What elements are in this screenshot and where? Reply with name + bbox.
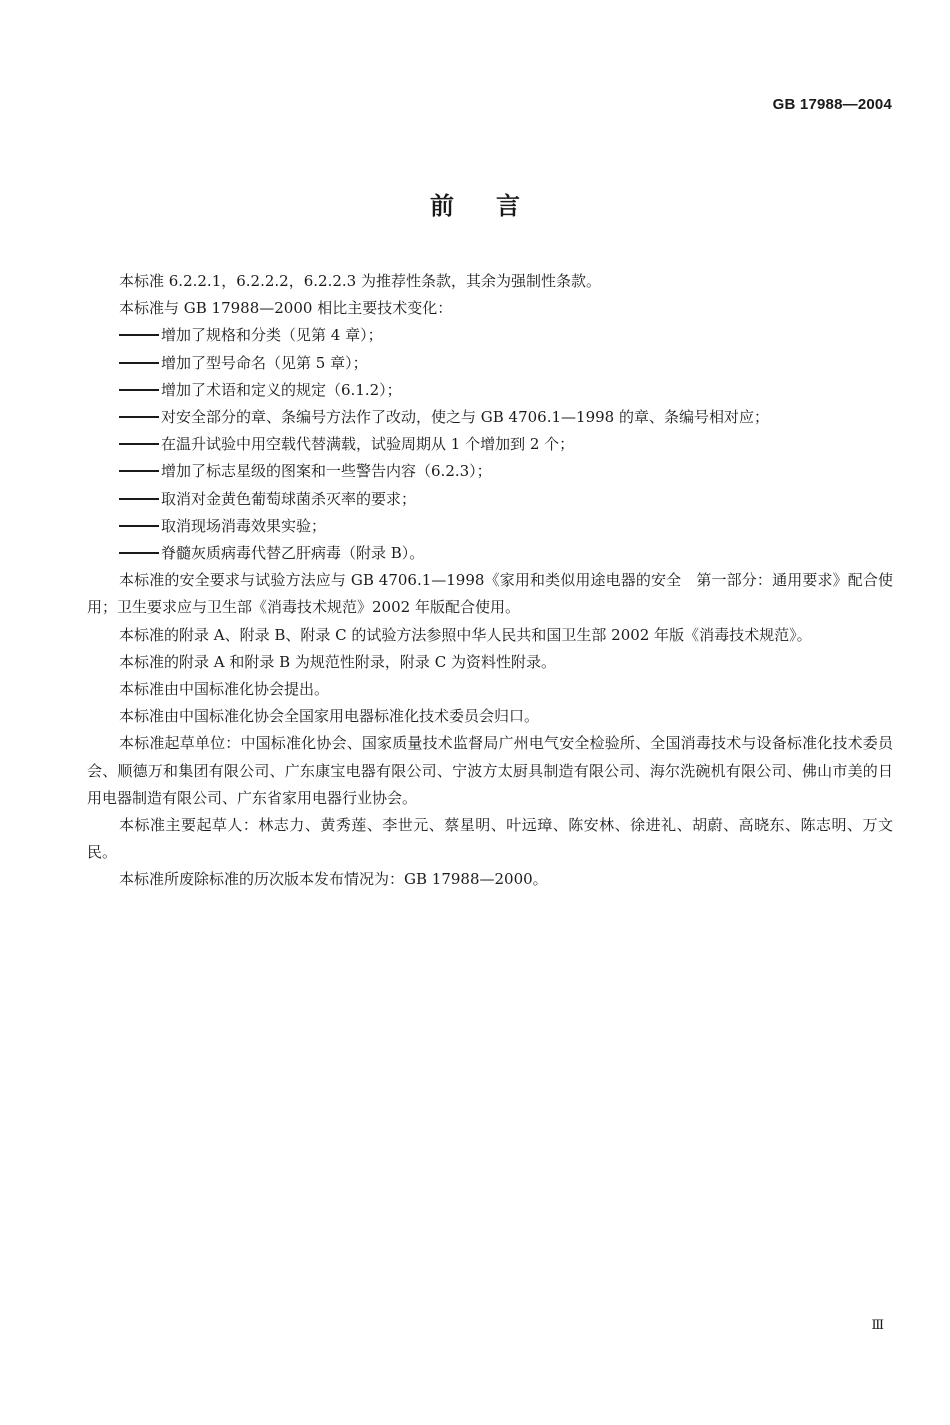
- change-item-text: 脊髓灰质病毒代替乙肝病毒（附录 B）。: [161, 544, 425, 563]
- paragraph-centralized-unit: 本标准由中国标准化协会全国家用电器标准化技术委员会归口。: [119, 707, 540, 726]
- change-item: [87, 513, 893, 540]
- change-item: [87, 322, 893, 349]
- change-item: [87, 458, 893, 485]
- paragraph-annex-types: 本标准的附录 A 和附录 B 为规范性附录，附录 C 为资料性附录。: [119, 652, 556, 671]
- paragraph-test-methods: 本标准的附录 A、附录 B、附录 C 的试验方法参照中华人民共和国卫生部 2002 年版《消毒技术规范》。: [119, 625, 812, 644]
- change-item: [87, 486, 893, 513]
- em-dash-mark: [119, 498, 159, 500]
- page-number: Ⅲ: [871, 1318, 884, 1333]
- change-item: [87, 377, 893, 404]
- change-item-text: 取消对金黄色葡萄球菌杀灭率的要求；: [161, 489, 417, 508]
- change-item-text: 增加了规格和分类（见第 4 章）；: [161, 326, 383, 345]
- em-dash-mark: [119, 470, 159, 472]
- preface-body: [87, 268, 893, 894]
- change-item-text: 取消现场消毒效果实验；: [161, 516, 327, 535]
- standard-code: GB 17988—2004: [772, 96, 892, 113]
- paragraph-drafting-units: 本标准起草单位：中国标准化协会、国家质量技术监督局广州电气安全检验所、全国消毒技术与设备标准化技术委员会、顺德万和集团有限公司、广东康宝电器有限公司、宁波方太厨具制造有限公司、海尔洗碗机有限公司、佛山市美的日用电器制造有限公司、广东省家用电器行业协会。: [87, 734, 893, 807]
- em-dash-mark: [119, 443, 159, 445]
- intro-paragraph: 本标准 6.2.2.1，6.2.2.2，6.2.2.3 为推荐性条款，其余为强制性条款。: [119, 272, 601, 290]
- page-title: 前言: [430, 192, 562, 220]
- change-item-text: 对安全部分的章、条编号方法作了改动，使之与 GB 4706.1—1998 的章、条编号相对应；: [161, 408, 769, 427]
- change-item: [87, 431, 893, 458]
- change-item: [87, 540, 893, 567]
- changes-list: [87, 322, 893, 567]
- change-item-text: 增加了标志星级的图案和一些警告内容（6.2.3）；: [161, 462, 492, 481]
- change-item-text: 增加了型号命名（见第 5 章）；: [161, 353, 368, 372]
- change-item: [87, 404, 893, 431]
- paragraph-drafters: 本标准主要起草人：林志力、黄秀莲、李世元、蔡星明、叶远璋、陈安林、徐进礼、胡蔚、高晓东、陈志明、万文民。: [87, 816, 893, 862]
- em-dash-mark: [119, 389, 159, 391]
- em-dash-mark: [119, 362, 159, 364]
- paragraph-companion-standards: 本标准的安全要求与试验方法应与 GB 4706.1—1998《家用和类似用途电器的安全 第一部分：通用要求》配合使用；卫生要求应与卫生部《消毒技术规范》2002 年版配合使用。: [87, 571, 893, 617]
- paragraph-superseded-versions: 本标准所废除标准的历次版本发布情况为：GB 17988—2000。: [119, 870, 548, 889]
- em-dash-mark: [119, 525, 159, 527]
- change-item-text: 增加了术语和定义的规定（6.1.2）；: [161, 380, 402, 399]
- em-dash-mark: [119, 334, 159, 336]
- em-dash-mark: [119, 552, 159, 554]
- change-item-text: 在温升试验中用空载代替满载，试验周期从 1 个增加到 2 个；: [161, 435, 575, 454]
- paragraph-proposer: 本标准由中国标准化协会提出。: [119, 680, 330, 699]
- change-item: [87, 350, 893, 377]
- intro-paragraph: 本标准与 GB 17988—2000 相比主要技术变化：: [119, 299, 453, 318]
- em-dash-mark: [119, 416, 159, 418]
